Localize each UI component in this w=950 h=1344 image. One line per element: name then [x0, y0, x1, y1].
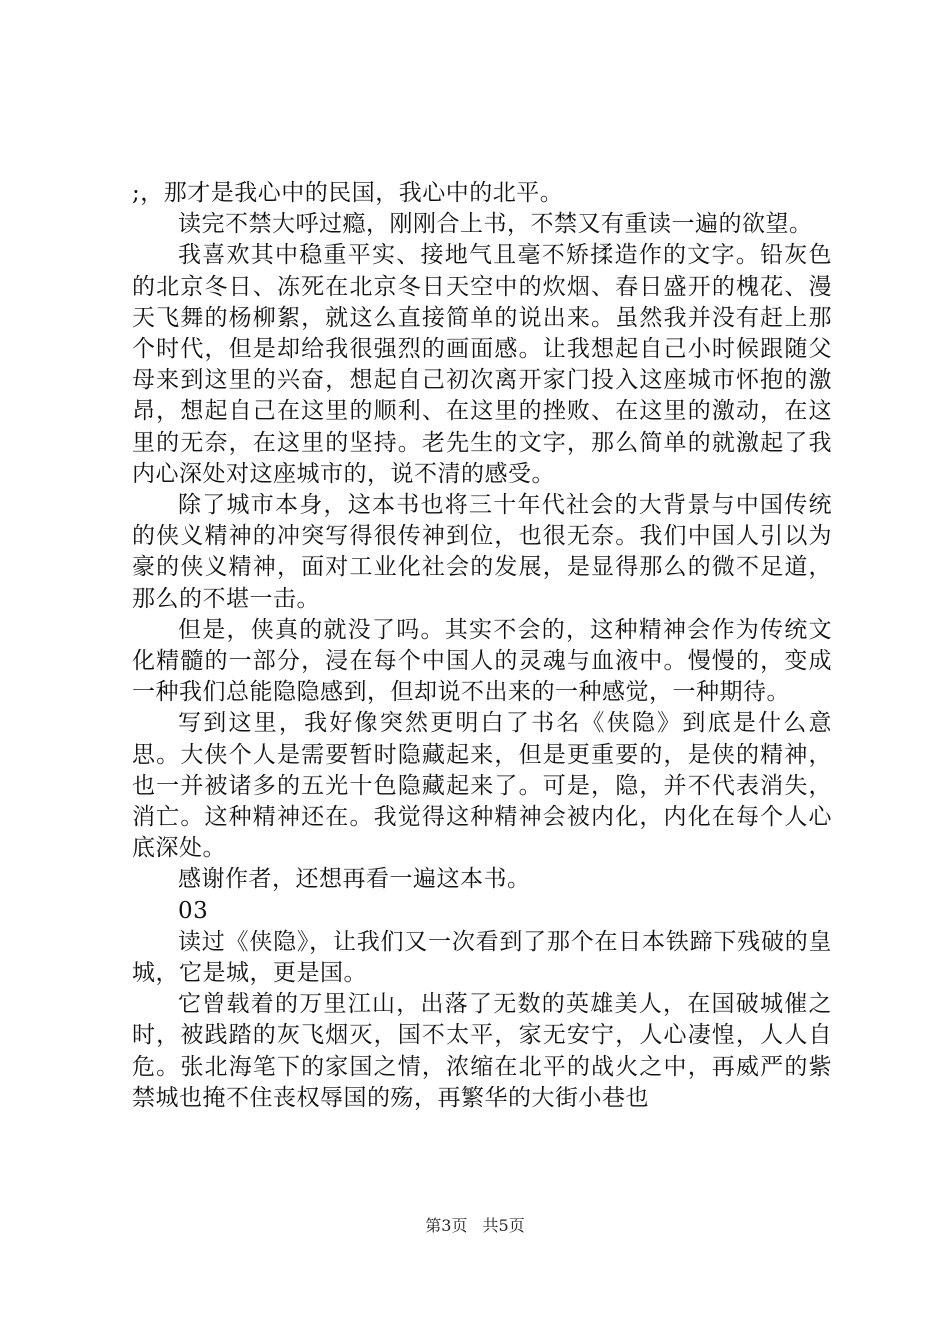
paragraph-6: 写到这里，我好像突然更明白了书名《侠隐》到底是什么意思。大侠个人是需要暂时隐藏起来，但是更重要的，是侠的精神，也一并被诸多的五光十色隐藏起来了。可是，隐，并不代表消失，消亡。这种精神还在。我觉得这种精神会被内化，内化在每个人心底深处。	[132, 710, 832, 862]
paragraph-8: 读过《侠隐》，让我们又一次看到了那个在日本铁蹄下残破的皇城，它是城，更是国。	[132, 928, 832, 987]
page-number: 第3页	[425, 1216, 468, 1235]
paragraph-9: 它曾载着的万里江山，出落了无数的英雄美人，在国破城催之时，被践踏的灰飞烟灭，国不太平，家无安宁，人心凄惶，人人自危。张北海笔下的家国之情，浓缩在北平的战火之中，再威严的紫禁城也掩不住丧权辱国的殇，再繁华的大街小巷也	[132, 991, 832, 1111]
paragraph-4: 除了城市本身，这本书也将三十年代社会的大背景与中国传统的侠义精神的冲突写得很传神到位，也很无奈。我们中国人引以为豪的侠义精神，面对工业化社会的发展，是显得那么的微不足道，那么的不堪一击。	[132, 492, 832, 612]
paragraph-3: 我喜欢其中稳重平实、接地气且毫不矫揉造作的文字。铅灰色的北京冬日、冻死在北京冬日天空中的炊烟、春日盛开的槐花、漫天飞舞的杨柳絮，就这么直接简单的说出来。虽然我并没有赶上那个时代，但是却给我很强烈的画面感。让我想起自己小时候跟随父母来到这里的兴奋，想起自己初次离开家门投入这座城市怀抱的激昂，想起自己在这里的顺利、在这里的挫败、在这里的激动，在这里的无奈，在这里的坚持。老先生的文字，那么简单的就激起了我内心深处对这座城市的，说不清的感受。	[132, 242, 832, 487]
page-footer	[0, 1216, 950, 1236]
page-total: 共5页	[482, 1216, 525, 1235]
document-body	[132, 178, 832, 1114]
paragraph-7: 感谢作者，还想再看一遍这本书。	[178, 866, 531, 893]
section-number: 03	[178, 897, 209, 924]
paragraph-5: 但是，侠真的就没了吗。其实不会的，这种精神会作为传统文化精髓的一部分，浸在每个中国人的灵魂与血液中。慢慢的，变成一种我们总能隐隐感到，但却说不出来的一种感觉，一种期待。	[132, 616, 832, 706]
paragraph-1: ;，那才是我心中的民国，我心中的北平。	[132, 180, 564, 206]
paragraph-2: 读完不禁大呼过瘾，刚刚合上书，不禁又有重读一遍的欲望。	[178, 211, 813, 238]
